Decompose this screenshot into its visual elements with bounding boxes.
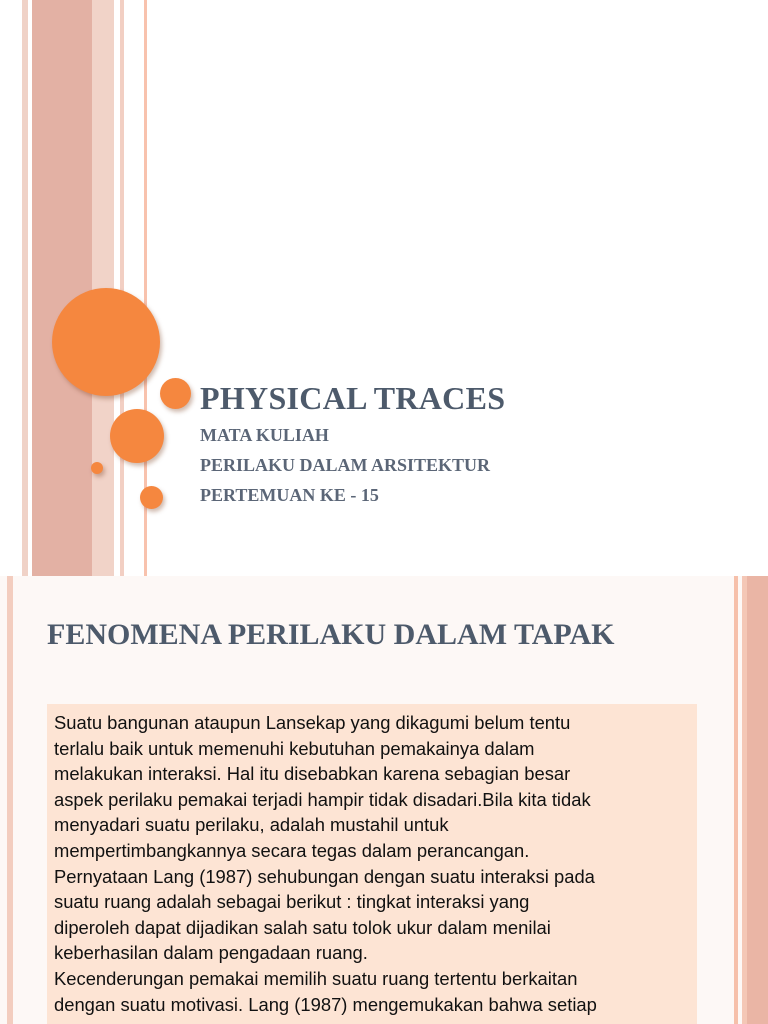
decor-stripe <box>22 0 28 576</box>
body-line: mempertimbangkannya secara tegas dalam perancangan. <box>54 839 530 861</box>
body-line: Pernyataan Lang (1987) sehubungan dengan suatu interaksi pada <box>54 865 595 887</box>
subtitle-line: PERILAKU DALAM ARSITEKTUR <box>200 455 491 475</box>
body-text-box <box>47 704 697 1024</box>
body-line: menyadari suatu perilaku, adalah mustahil untuk <box>54 814 449 836</box>
body-line: diperoleh dapat dijadikan salah satu tolok ukur dalam menilai <box>54 916 551 938</box>
decor-stripe <box>734 576 738 1024</box>
subtitle-line: MATA KULIAH <box>200 425 329 445</box>
decor-circle <box>140 486 163 509</box>
decor-stripe <box>7 576 13 1024</box>
decor-stripe <box>120 0 124 576</box>
body-line: aspek perilaku pemakai terjadi hampir tidak disadari.Bila kita tidak <box>54 788 591 810</box>
decor-circle <box>52 288 160 396</box>
body-line: Kecenderungan pemakai memilih suatu ruang tertentu berkaitan <box>54 967 578 989</box>
slide-title: PHYSICAL TRACES <box>200 380 506 416</box>
body-text <box>54 710 691 1017</box>
content-slide <box>0 576 768 1024</box>
slide-title: FENOMENA PERILAKU DALAM TAPAK <box>47 618 615 651</box>
decor-circle <box>160 378 191 409</box>
subtitle-line: PERTEMUAN KE - 15 <box>200 485 379 505</box>
decor-stripe <box>747 576 768 1024</box>
decor-circle <box>91 462 103 474</box>
body-line: keberhasilan dalam pengadaan ruang. <box>54 942 368 964</box>
body-line: suatu ruang adalah sebagai berikut : tingkat interaksi yang <box>54 891 530 913</box>
decor-stripe <box>32 0 92 576</box>
body-line: dengan suatu motivasi. Lang (1987) mengemukakan bahwa setiap <box>54 993 597 1015</box>
body-line: terlalu baik untuk memenuhi kebutuhan pemakainya dalam <box>54 737 535 759</box>
decor-circle <box>110 409 164 463</box>
body-line: Suatu bangunan ataupun Lansekap yang dikagumi belum tentu <box>54 712 571 733</box>
body-line: melakukan interaksi. Hal itu disebabkan karena sebagian besar <box>54 763 571 785</box>
